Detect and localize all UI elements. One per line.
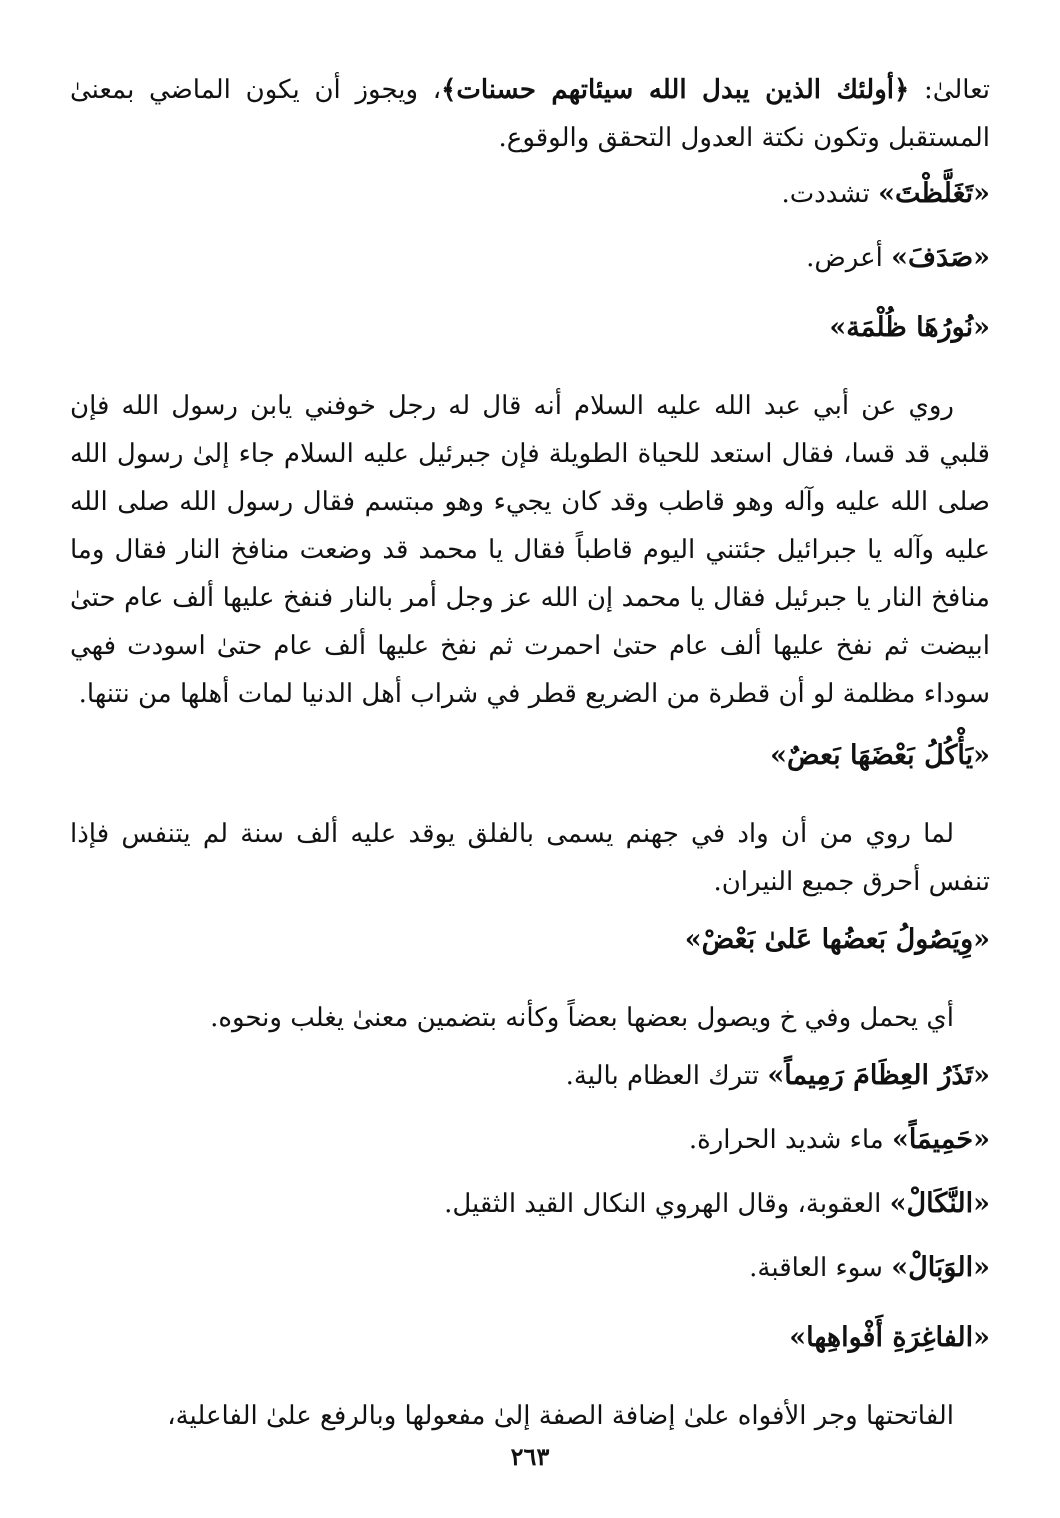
definition-sadafa: أعرض. bbox=[806, 243, 892, 273]
term-nuruha: «نُورُهَا ظُلْمَة» bbox=[829, 312, 990, 343]
definition-taghallazat: تشددت. bbox=[781, 179, 879, 209]
term-yasulu: «وِيَصُولُ بَعضُها عَلىٰ بَعْضْ» bbox=[684, 924, 990, 955]
document-page bbox=[70, 66, 990, 1478]
page-number: ٢٦٣ bbox=[510, 1442, 550, 1471]
entry-hamiman bbox=[70, 1116, 990, 1180]
entry-nakal bbox=[70, 1180, 990, 1244]
entry-wabal bbox=[70, 1244, 990, 1308]
yasul-paragraph: أي يحمل وفي خ ويصول بعضها بعضاً وكأنه بتضمين معنىٰ يغلب ونحوه. bbox=[210, 1003, 954, 1033]
definition-tadharu: تترك العظام بالية. bbox=[565, 1061, 768, 1091]
term-wabal: «الوَبَالْ» bbox=[891, 1252, 990, 1283]
entry-sadafa bbox=[70, 234, 990, 298]
quran-quote: ﴿أولئك الذين يبدل الله سيئاتهم حسنات﴾ bbox=[441, 75, 910, 105]
entry-yasulu bbox=[70, 916, 990, 980]
entry-yakulu bbox=[70, 732, 990, 796]
intro-rest: ، ويجوز أن يكون الماضي بمعنىٰ المستقبل وتكون نكتة العدول التحقق والوقوع. bbox=[70, 75, 990, 153]
intro-lead: تعالىٰ: bbox=[909, 75, 990, 105]
term-nakal: «النَّكَالْ» bbox=[889, 1188, 990, 1219]
term-tadharu: «تَذَرُ العِظَامَ رَمِيماً» bbox=[767, 1060, 990, 1091]
term-hamiman: «حَمِيمَاً» bbox=[891, 1124, 990, 1155]
entry-taghallazat bbox=[70, 170, 990, 234]
term-faghira: «الفاغِرَةِ أَفْواهِها» bbox=[789, 1322, 990, 1353]
closing-paragraph: الفاتحتها وجر الأفواه علىٰ إضافة الصفة إلىٰ مفعولها وبالرفع علىٰ الفاعلية، bbox=[167, 1401, 954, 1431]
term-taghallazat: «تَغَلَّظْتَ» bbox=[878, 178, 990, 209]
definition-hamiman: ماء شديد الحرارة. bbox=[688, 1125, 892, 1155]
entry-faghira bbox=[70, 1314, 990, 1378]
term-yakulu: «يَأْكُلُ بَعْضَهَا بَعضٌ» bbox=[770, 740, 990, 771]
entry-nuruha bbox=[70, 304, 990, 368]
definition-nakal: العقوبة، وقال الهروي النكال القيد الثقيل. bbox=[444, 1189, 890, 1219]
intro-paragraph bbox=[70, 66, 990, 162]
falaq-paragraph: لما روي من أن واد في جهنم يسمى بالفلق يوقد عليه ألف سنة لم يتنفس فإذا تنفس أحرق جميع النيران. bbox=[70, 819, 990, 897]
term-sadafa: «صَدَفَ» bbox=[891, 242, 990, 273]
hadith-paragraph: روي عن أبي عبد الله عليه السلام أنه قال له رجل خوفني يابن رسول الله فإن قلبي قد قسا، فقال استعد للحياة الطويلة فإن جبرئيل عليه السلام جاء إلىٰ رسول الله صلى الله عليه وآله وهو قاطب وقد كان يجيء وهو مبتسم فقال رسول الله صلى الله عليه وآله يا جبرائيل جئتني اليوم قاطباً فقال يا محمد قد وضعت منافخ النار فقال وما منافخ النار يا جبرئيل فقال يا محمد إن الله عز وجل أمر بالنار فنفخ عليها ألف عام حتىٰ ابيضت ثم نفخ عليها ألف عام حتىٰ احمرت ثم نفخ عليها ألف عام حتىٰ اسودت فهي سوداء مظلمة لو أن قطرة من الضريع قطر في شراب أهل الدنيا لمات أهلها من نتنها. bbox=[70, 391, 990, 709]
definition-wabal: سوء العاقبة. bbox=[749, 1253, 892, 1283]
entry-tadharu bbox=[70, 1052, 990, 1116]
